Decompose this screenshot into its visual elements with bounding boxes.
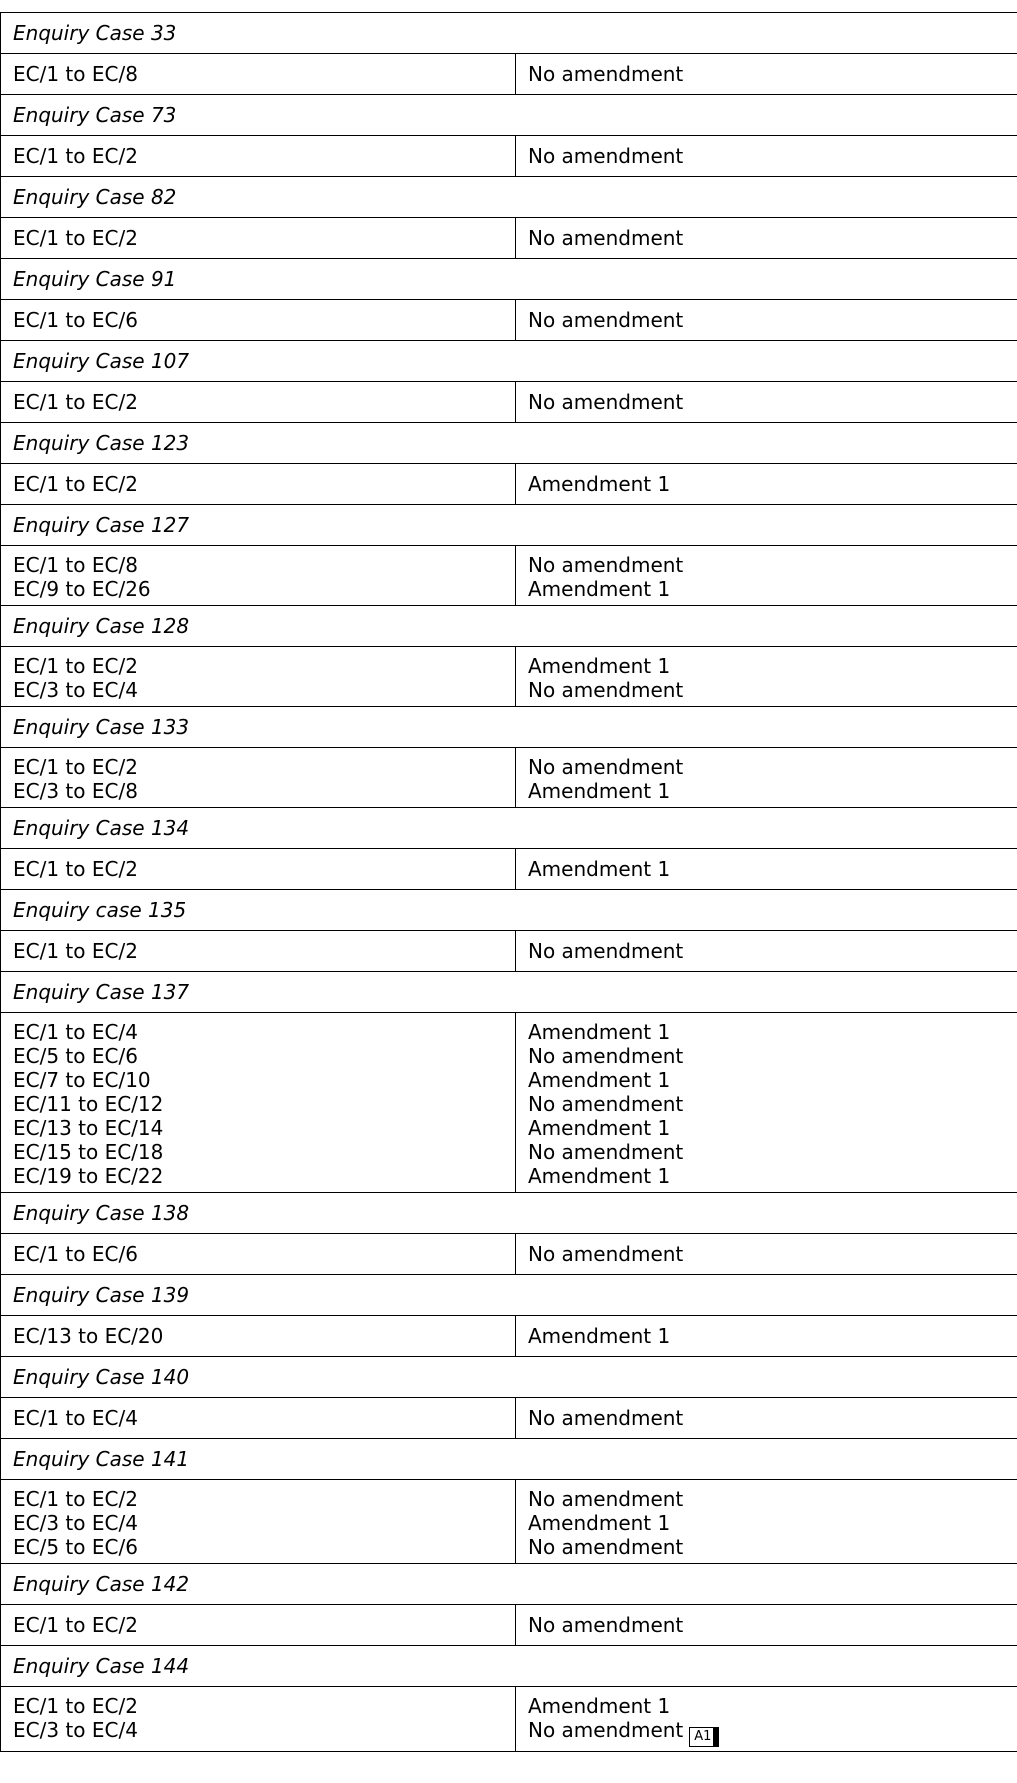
case-title: Enquiry Case 140	[1, 1357, 1017, 1398]
amendment-status-cell	[516, 748, 1017, 808]
amendment-status-text: Amendment 1	[528, 1164, 671, 1188]
amendment-status-cell	[516, 546, 1017, 606]
amendment-status	[528, 1406, 1017, 1430]
clause-range: EC/3 to EC/4	[13, 1511, 138, 1535]
clause-range: EC/13 to EC/20	[13, 1324, 164, 1348]
case-detail-row	[1, 300, 1017, 341]
amendment-status-text: No amendment	[528, 755, 684, 779]
case-title: Enquiry Case 73	[1, 95, 1017, 136]
case-header-row	[1, 505, 1017, 546]
case-title: Enquiry Case 142	[1, 1564, 1017, 1605]
case-title: Enquiry case 135	[1, 890, 1017, 931]
amendment-status-cell	[516, 1013, 1017, 1193]
case-header-row	[1, 890, 1017, 931]
table-body	[1, 13, 1017, 1752]
amendment-status-text: Amendment 1	[528, 472, 671, 496]
case-detail-row	[1, 1687, 1017, 1752]
clause-range-cell	[1, 849, 516, 890]
case-detail-row	[1, 748, 1017, 808]
case-detail-row	[1, 647, 1017, 707]
case-header-row	[1, 1646, 1017, 1687]
clause-range-cell	[1, 1605, 516, 1646]
amendment-status	[528, 857, 1017, 881]
case-detail-row	[1, 849, 1017, 890]
amendment-status-cell	[516, 1480, 1017, 1564]
amendment-status	[528, 1164, 1017, 1188]
case-title: Enquiry Case 82	[1, 177, 1017, 218]
case-header-row	[1, 1357, 1017, 1398]
amendment-status	[528, 1020, 1017, 1044]
amendment-status-text: No amendment	[528, 144, 684, 168]
case-title: Enquiry Case 133	[1, 707, 1017, 748]
amendment-status	[528, 678, 1017, 702]
clause-range: EC/1 to EC/2	[13, 654, 138, 678]
clause-range-cell	[1, 546, 516, 606]
case-title: Enquiry Case 123	[1, 423, 1017, 464]
amendment-status-text: No amendment	[528, 226, 684, 250]
amendment-status-cell	[516, 1605, 1017, 1646]
amendment-status-text: No amendment	[528, 1613, 684, 1637]
amendment-status	[528, 654, 1017, 678]
clause-range: EC/9 to EC/26	[13, 577, 151, 601]
case-header-row	[1, 341, 1017, 382]
clause-range-cell	[1, 464, 516, 505]
amendment-status-text: Amendment 1	[528, 654, 671, 678]
clause-range: EC/3 to EC/8	[13, 779, 138, 803]
clause-range: EC/1 to EC/4	[13, 1020, 138, 1044]
case-detail-row	[1, 54, 1017, 95]
amendment-status-text: Amendment 1	[528, 1694, 671, 1718]
amendment-status	[528, 1324, 1017, 1348]
case-detail-row	[1, 1316, 1017, 1357]
case-detail-row	[1, 1013, 1017, 1193]
clause-range: EC/1 to EC/2	[13, 755, 138, 779]
clause-range-cell	[1, 1316, 516, 1357]
amendment-status	[528, 226, 1017, 250]
amendment-status	[528, 308, 1017, 332]
case-header-row	[1, 808, 1017, 849]
amendment-status-cell	[516, 849, 1017, 890]
amendment-status	[528, 144, 1017, 168]
amendment-status-text: Amendment 1	[528, 857, 671, 881]
clause-range: EC/1 to EC/2	[13, 1694, 138, 1718]
enquiry-case-amendment-table	[0, 12, 1017, 1752]
amendment-status-text: No amendment	[528, 1242, 684, 1266]
amendment-status	[528, 1116, 1017, 1140]
clause-range-cell	[1, 1013, 516, 1193]
case-title: Enquiry Case 91	[1, 259, 1017, 300]
amendment-status	[528, 1092, 1017, 1116]
clause-range-cell	[1, 748, 516, 808]
case-header-row	[1, 707, 1017, 748]
clause-range: EC/1 to EC/2	[13, 144, 138, 168]
amendment-status-text: Amendment 1	[528, 1068, 671, 1092]
case-header-row	[1, 95, 1017, 136]
amendment-status	[528, 1694, 1017, 1718]
amendment-status	[528, 1068, 1017, 1092]
case-detail-row	[1, 546, 1017, 606]
clause-range-cell	[1, 1398, 516, 1439]
clause-range: EC/5 to EC/6	[13, 1535, 138, 1559]
clause-range-cell	[1, 54, 516, 95]
amendment-status	[528, 939, 1017, 963]
amendment-status-text: No amendment	[528, 1044, 684, 1068]
amendment-status	[528, 755, 1017, 779]
amendment-status-cell	[516, 54, 1017, 95]
amendment-status-cell	[516, 382, 1017, 423]
clause-range-cell	[1, 647, 516, 707]
clause-range-cell	[1, 1687, 516, 1752]
amendment-status-cell	[516, 218, 1017, 259]
case-detail-row	[1, 1398, 1017, 1439]
amendment-status-text: No amendment	[528, 1718, 684, 1742]
amendment-marker-icon: A1	[689, 1727, 719, 1747]
amendment-status	[528, 553, 1017, 577]
clause-range: EC/7 to EC/10	[13, 1068, 151, 1092]
case-header-row	[1, 259, 1017, 300]
amendment-status-text: Amendment 1	[528, 1116, 671, 1140]
case-title: Enquiry Case 134	[1, 808, 1017, 849]
clause-range: EC/3 to EC/4	[13, 1718, 138, 1742]
case-title: Enquiry Case 139	[1, 1275, 1017, 1316]
case-detail-row	[1, 218, 1017, 259]
clause-range: EC/11 to EC/12	[13, 1092, 164, 1116]
amendment-status-cell	[516, 1398, 1017, 1439]
case-detail-row	[1, 1605, 1017, 1646]
amendment-status-text: No amendment	[528, 553, 684, 577]
amendment-status-cell	[516, 1687, 1017, 1752]
amendment-status-text: No amendment	[528, 62, 684, 86]
clause-range: EC/13 to EC/14	[13, 1116, 164, 1140]
case-title: Enquiry Case 127	[1, 505, 1017, 546]
clause-range: EC/1 to EC/2	[13, 226, 138, 250]
clause-range: EC/1 to EC/2	[13, 390, 138, 414]
clause-range: EC/1 to EC/2	[13, 1487, 138, 1511]
case-detail-row	[1, 931, 1017, 972]
amendment-status-text: No amendment	[528, 1487, 684, 1511]
clause-range: EC/1 to EC/2	[13, 857, 138, 881]
case-header-row	[1, 177, 1017, 218]
amendment-status	[528, 62, 1017, 86]
case-header-row	[1, 1439, 1017, 1480]
clause-range-cell	[1, 931, 516, 972]
amendment-status-text: No amendment	[528, 1140, 684, 1164]
clause-range: EC/1 to EC/2	[13, 472, 138, 496]
case-header-row	[1, 972, 1017, 1013]
case-header-row	[1, 606, 1017, 647]
clause-range: EC/1 to EC/4	[13, 1406, 138, 1430]
amendment-status	[528, 1044, 1017, 1068]
case-detail-row	[1, 1234, 1017, 1275]
amendment-status-text: Amendment 1	[528, 1324, 671, 1348]
case-title: Enquiry Case 138	[1, 1193, 1017, 1234]
amendment-status-text: No amendment	[528, 1092, 684, 1116]
amendment-status-cell	[516, 931, 1017, 972]
amendment-status	[528, 390, 1017, 414]
case-title: Enquiry Case 128	[1, 606, 1017, 647]
clause-range: EC/1 to EC/2	[13, 1613, 138, 1637]
amendment-status	[528, 1535, 1017, 1559]
amendment-status-text: No amendment	[528, 678, 684, 702]
amendment-status	[528, 472, 1017, 496]
amendment-status	[528, 1242, 1017, 1266]
amendment-status-text: Amendment 1	[528, 1020, 671, 1044]
clause-range: EC/3 to EC/4	[13, 678, 138, 702]
clause-range-cell	[1, 382, 516, 423]
case-title: Enquiry Case 144	[1, 1646, 1017, 1687]
amendment-status	[528, 1718, 1017, 1747]
case-title: Enquiry Case 107	[1, 341, 1017, 382]
amendment-status	[528, 1140, 1017, 1164]
amendment-status-cell	[516, 464, 1017, 505]
amendment-status	[528, 1487, 1017, 1511]
amendment-status	[528, 1511, 1017, 1535]
case-header-row	[1, 13, 1017, 54]
amendment-status	[528, 577, 1017, 601]
case-header-row	[1, 1564, 1017, 1605]
amendment-status	[528, 779, 1017, 803]
case-detail-row	[1, 1480, 1017, 1564]
clause-range-cell	[1, 300, 516, 341]
clause-range-cell	[1, 218, 516, 259]
amendment-status-text: No amendment	[528, 390, 684, 414]
amendment-status-cell	[516, 300, 1017, 341]
clause-range: EC/1 to EC/8	[13, 553, 138, 577]
case-header-row	[1, 1193, 1017, 1234]
case-title: Enquiry Case 33	[1, 13, 1017, 54]
case-header-row	[1, 423, 1017, 464]
amendment-status-text: No amendment	[528, 1535, 684, 1559]
clause-range-cell	[1, 1480, 516, 1564]
case-header-row	[1, 1275, 1017, 1316]
clause-range: EC/1 to EC/2	[13, 939, 138, 963]
clause-range: EC/1 to EC/6	[13, 308, 138, 332]
clause-range-cell	[1, 1234, 516, 1275]
amendment-status-text: Amendment 1	[528, 779, 671, 803]
amendment-status-text: No amendment	[528, 1406, 684, 1430]
clause-range: EC/5 to EC/6	[13, 1044, 138, 1068]
amendment-status-cell	[516, 1234, 1017, 1275]
clause-range: EC/15 to EC/18	[13, 1140, 164, 1164]
clause-range: EC/1 to EC/8	[13, 62, 138, 86]
case-title: Enquiry Case 141	[1, 1439, 1017, 1480]
amendment-status-cell	[516, 1316, 1017, 1357]
amendment-status-text: No amendment	[528, 308, 684, 332]
clause-range: EC/1 to EC/6	[13, 1242, 138, 1266]
case-detail-row	[1, 464, 1017, 505]
amendment-status-text: Amendment 1	[528, 577, 671, 601]
case-detail-row	[1, 382, 1017, 423]
amendment-status	[528, 1613, 1017, 1637]
amendment-status-cell	[516, 136, 1017, 177]
clause-range-cell	[1, 136, 516, 177]
case-detail-row	[1, 136, 1017, 177]
amendment-status-text: No amendment	[528, 939, 684, 963]
clause-range: EC/19 to EC/22	[13, 1164, 164, 1188]
case-title: Enquiry Case 137	[1, 972, 1017, 1013]
amendment-status-text: Amendment 1	[528, 1511, 671, 1535]
amendment-status-cell	[516, 647, 1017, 707]
